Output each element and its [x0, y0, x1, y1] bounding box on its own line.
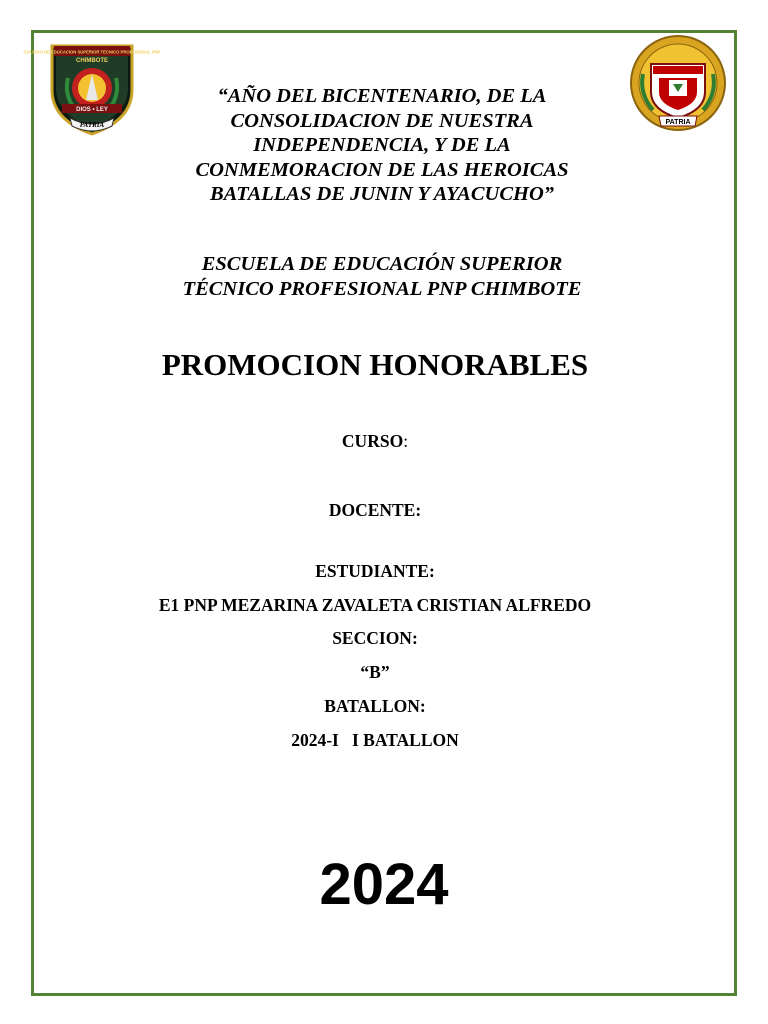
- seccion-value: “B”: [360, 662, 390, 682]
- crest-city-text: CHIMBOTE: [76, 58, 108, 64]
- motto-line: BATALLAS DE JUNIN Y AYACUCHO”: [209, 183, 554, 205]
- crest-banner-text: COLEGIO DE EDUCACION SUPERIOR TECNICO PROFESIONAL PNP: [23, 49, 161, 55]
- seccion-label: SECCION:: [332, 628, 418, 648]
- promotion-title: PROMOCION HONORABLES: [161, 347, 589, 382]
- motto-line: CONMEMORACION DE LAS HEROICAS: [195, 158, 569, 181]
- motto-line: CONSOLIDACION DE NUESTRA: [230, 109, 534, 132]
- seal-ribbon-text: PATRIA: [665, 119, 691, 126]
- school-name: [90, 252, 674, 302]
- crest-motto-text: DIOS • LEY: [76, 107, 108, 113]
- crest-ribbon-text: PATRIA: [79, 121, 105, 129]
- estudiante-value: E1 PNP MEZARINA ZAVALETA CRISTIAN ALFREDO: [158, 595, 592, 615]
- batallon-value: 2024-I I BATALLON: [291, 730, 459, 750]
- school-line: ESCUELA DE EDUCACIÓN SUPERIOR: [201, 253, 563, 275]
- motto-line: INDEPENDENCIA, Y DE LA: [253, 134, 511, 156]
- curso-colon: :: [403, 431, 409, 451]
- curso-label: CURSO: [341, 431, 404, 451]
- docente-label: DOCENTE:: [328, 500, 422, 520]
- school-line: TÉCNICO PROFESIONAL PNP CHIMBOTE: [182, 278, 582, 300]
- curso-field: [60, 430, 690, 452]
- year-label: 2024: [319, 852, 449, 917]
- motto-line: “AÑO DEL BICENTENARIO, DE LA: [217, 85, 547, 107]
- motto-heading: [120, 84, 644, 207]
- estudiante-label: ESTUDIANTE:: [315, 561, 435, 581]
- batallon-label: BATALLON:: [324, 696, 426, 716]
